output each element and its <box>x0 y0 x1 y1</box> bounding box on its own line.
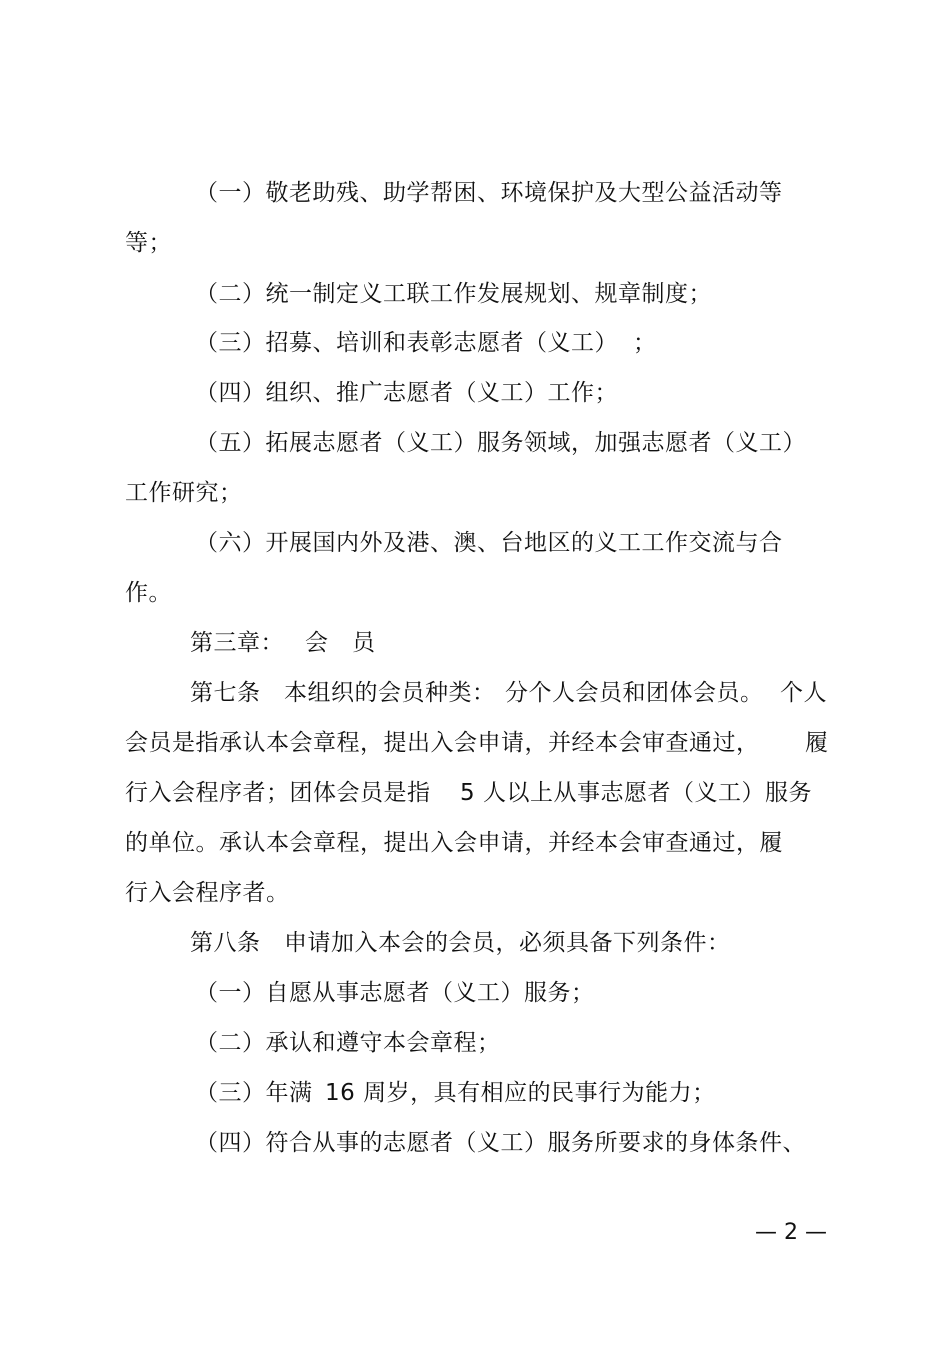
text-line: （四）符合从事的志愿者（义工）服务所要求的身体条件、 <box>195 1130 806 1156</box>
text-line: 会员是指承认本会章程，提出入会申请，并经本会审查通过， <box>125 730 760 756</box>
text-line: 作。 <box>125 580 172 606</box>
text-line: 履 <box>805 730 829 756</box>
page-number: — 2 — <box>755 1220 827 1245</box>
text-line: 工作研究； <box>125 480 243 506</box>
article-heading: 第七条 本组织的会员种类： <box>190 680 496 706</box>
text-line: 的单位。承认本会章程，提出入会申请，并经本会审查通过，履 <box>125 830 783 856</box>
text-line: 行入会程序者；团体会员是指 <box>125 780 431 806</box>
text-line: （五）拓展志愿者（义工）服务领域，加强志愿者（义工） <box>195 430 806 456</box>
text-line: 5 人以上从事志愿者（义工）服务 <box>460 780 812 806</box>
text-line: （一）自愿从事志愿者（义工）服务； <box>195 980 595 1006</box>
article-heading: 第八条 申请加入本会的会员，必须具备下列条件： <box>190 930 731 956</box>
text-line: 行入会程序者。 <box>125 880 290 906</box>
text-line: ； <box>633 330 657 356</box>
chapter-heading: 第三章： <box>190 630 284 656</box>
text-line: （四）组织、推广志愿者（义工）工作； <box>195 380 618 406</box>
text-line: 个人 <box>780 680 827 706</box>
chapter-title: 会 员 <box>305 630 376 656</box>
text-line: （一）敬老助残、助学帮困、环境保护及大型公益活动等 <box>195 180 783 206</box>
text-line: 16 周岁，具有相应的民事行为能力； <box>325 1080 716 1106</box>
text-line: （二）承认和遵守本会章程； <box>195 1030 501 1056</box>
text-line: （六）开展国内外及港、澳、台地区的义工工作交流与合 <box>195 530 783 556</box>
text-line: （三）招募、培训和表彰志愿者（义工） <box>195 330 618 356</box>
text-line: （二）统一制定义工联工作发展规划、规章制度； <box>195 281 712 307</box>
text-line: （三）年满 <box>195 1080 313 1106</box>
text-line: 等； <box>125 230 172 256</box>
text-line: 分个人会员和团体会员。 <box>505 680 764 706</box>
